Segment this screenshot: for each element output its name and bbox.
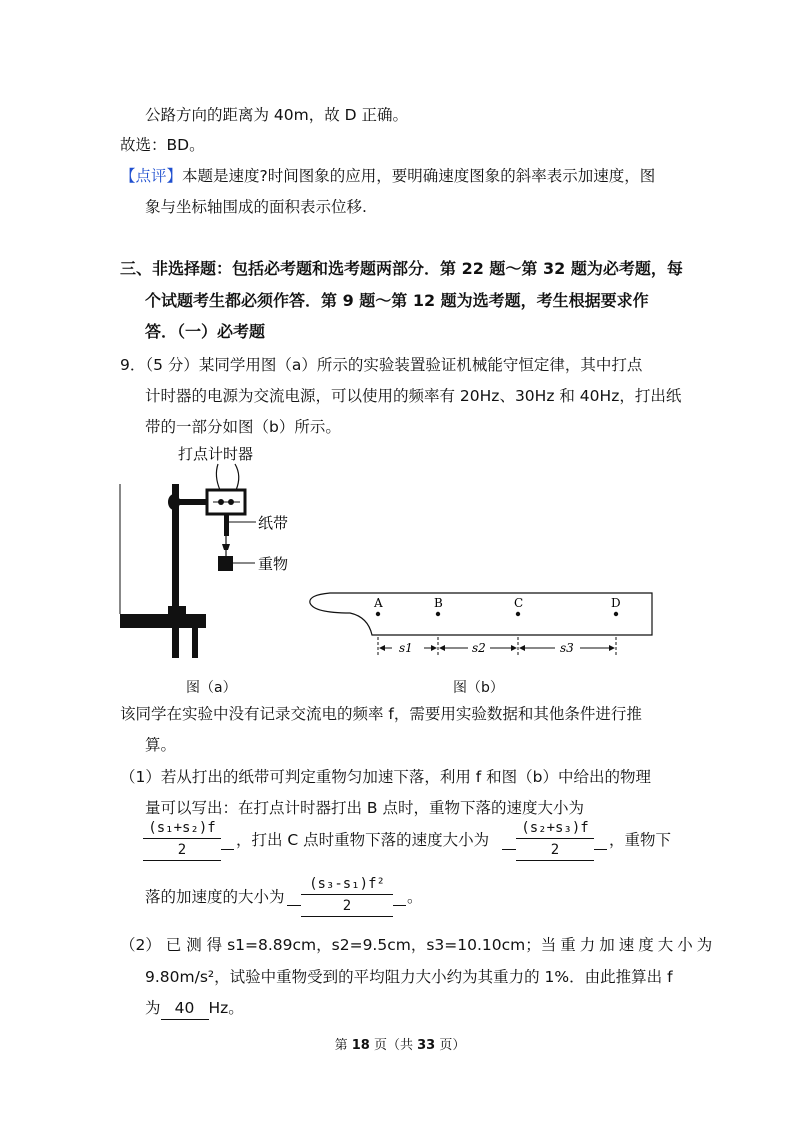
part-two-prefix: （2） 已 测 得 [120,936,228,954]
point-label-a: A [374,596,383,610]
answer-fraction-vb [143,818,221,862]
point-label-c: C [514,596,524,610]
figure-a-caption: 图（a） [186,680,237,696]
question-line: 带的一部分如图（b）所示。 [145,418,341,436]
figure-a [118,440,308,670]
part-one-line: ，打出 C 点时重物下落的速度大小为 [236,831,490,849]
tape-dot [516,612,520,616]
answer-unit: Hz。 [208,999,244,1017]
question-line: 9．（5 分）某同学用图（a）所示的实验装置验证机械能守恒定律，其中打点 [120,356,643,374]
segment-label-s2: s2 [472,641,486,655]
question-line: 计时器的电源为交流电源，可以使用的频率有 20Hz、30Hz 和 40Hz，打出纸 [145,387,682,405]
text-line: 算。 [145,736,177,754]
table-leg [192,628,198,658]
table-top [120,614,206,628]
wire-icon [216,464,220,490]
part-one-line: 。 [407,888,423,906]
answer-underline [393,905,406,906]
measure-s1: s1=8.89cm， [227,936,332,954]
segment-label-s3: s3 [560,641,574,655]
page-total: 33 [417,1038,436,1053]
stand-rod [172,484,179,658]
weight-icon [218,556,233,571]
section-heading: 个试题考生都必须作答．第 9 题～第 12 题为选考题，考生根据要求作 [145,291,649,310]
answer-underline [594,849,607,850]
footer-prefix: 第 [334,1038,348,1053]
figure-b [300,585,660,670]
tape-dot [614,612,618,616]
segment-label-s1: s1 [399,641,413,655]
part-two-line [145,997,244,1020]
answer-underline [502,849,516,850]
section-heading: 答．（一）必考题 [145,322,266,341]
part-two-line: 9.80m/s²，试验中重物受到的平均阻力大小约为其重力的 1%．由此推算出 f [145,968,673,986]
tape-dot [436,612,440,616]
footer-mid: 页（共 [373,1038,413,1053]
text-line: 故选：BD。 [120,136,205,154]
page-footer [0,1034,800,1053]
fraction-numerator: (s₂+s₃)f [516,818,594,839]
answer-fraction-accel [301,874,393,918]
wire-icon [235,464,239,490]
answer-underline [221,849,234,850]
stand-clamp [179,499,207,505]
fraction-denominator: 2 [143,840,221,861]
measure-s3: s3=10.10cm； [426,936,541,954]
timer-label: 打点计时器 [178,445,254,463]
part-one-line: ，重物下 [609,831,672,849]
answer-prefix: 为 [145,999,161,1017]
fraction-denominator: 2 [301,896,393,917]
paper-tape-strip [310,593,652,635]
tape-label: 纸带 [258,514,289,532]
text-line: 象与坐标轴围成的面积表示位移. [145,198,367,216]
part-one-line: 量可以写出：在打点计时器打出 B 点时，重物下落的速度大小为 [145,799,584,817]
part-one-line: 落的加速度的大小为 [145,888,285,906]
answer-underline [287,905,301,906]
page-number: 18 [351,1038,370,1053]
clamp-knob [168,494,180,510]
fraction-numerator: (s₁+s₂)f [143,818,221,839]
measure-s2: s2=9.5cm， [331,936,427,954]
part-one-line: （1）若从打出的纸带可判定重物匀加速下落，利用 f 和图（b）中给出的物理 [120,768,652,786]
answer-fraction-vc [516,818,594,862]
comment-tag: 【点评】 [120,167,183,185]
fraction-denominator: 2 [516,840,594,861]
point-label-d: D [611,596,621,610]
text-line: 该同学在实验中没有记录交流电的频率 f，需要用实验数据和其他条件进行推 [120,705,642,723]
weight-label: 重物 [258,555,289,573]
figure-b-caption: 图（b） [453,680,504,696]
fraction-numerator: (s₃-s₁)f² [301,874,393,895]
section-heading: 三、非选择题：包括必考题和选考题两部分．第 22 题～第 32 题为必考题，每 [120,259,683,278]
paper-tape [224,514,229,536]
tape-dot [376,612,380,616]
answer-frequency: 40 [161,997,209,1020]
stand-base [168,606,186,614]
part-two-line [120,934,716,956]
comment-line [120,165,655,187]
part-two-rest: 当重力加速度大小为 [540,936,717,954]
comment-text: 本题是速度?时间图象的应用，要明确速度图象的斜率表示加速度，图 [182,167,656,185]
point-label-b: B [434,596,443,610]
text-line: 公路方向的距离为 40m，故 D 正确。 [145,106,409,124]
footer-suffix: 页） [439,1038,466,1053]
